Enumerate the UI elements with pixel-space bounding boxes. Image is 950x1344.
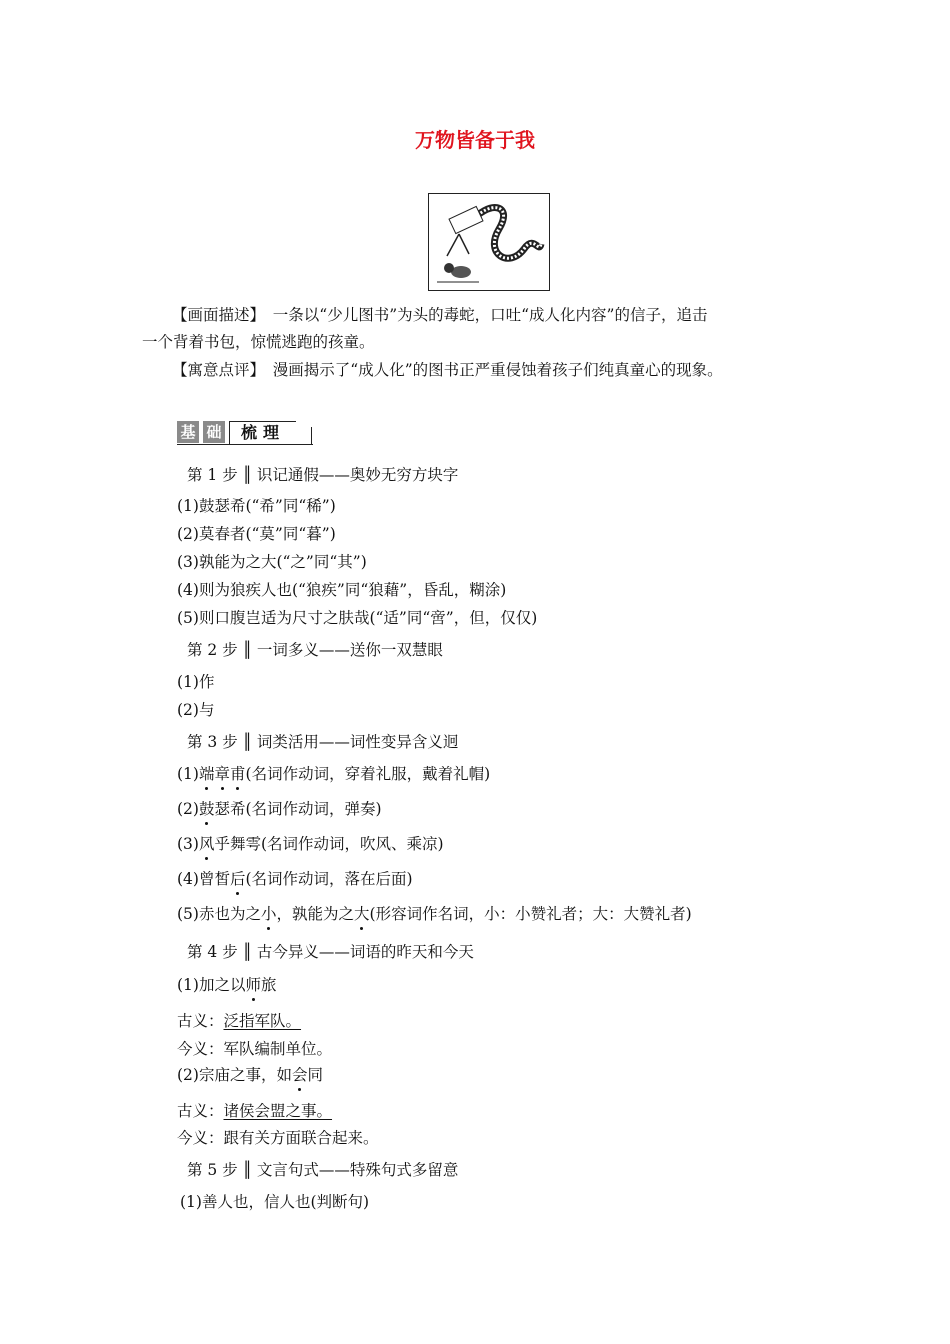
tongjia-item-3: (3)孰能为之大(“之”同“其”) — [177, 553, 367, 571]
gujin-item-1-ancient: 古义：泛指军队。 — [177, 1012, 302, 1030]
gujin-item-1: (1)加之以师旅 — [177, 976, 277, 994]
gujin-item-1-modern: 今义：军队编制单位。 — [177, 1040, 333, 1058]
jushi-item-1: (1)善人也，信人也(判断句) — [180, 1193, 370, 1211]
huoyong-item-1: (1)端章甫(名词作动词，穿着礼服，戴着礼帽) — [177, 765, 491, 783]
huoyong-item-4: (4)曾皙后(名词作动词，落在后面) — [177, 870, 413, 888]
step-5-heading: 第 5 步 ║ 文言句式——特殊句式多留意 — [187, 1161, 459, 1179]
section-char-2: 础 — [203, 421, 225, 443]
gujin-item-2-modern: 今义：跟有关方面联合起来。 — [177, 1129, 379, 1147]
description-label: 【画面描述】 — [172, 306, 258, 324]
huoyong-item-5: (5)赤也为之小，孰能为之大(形容词作名词，小：小赞礼者；大：大赞礼者) — [177, 905, 692, 923]
comment-paragraph — [142, 357, 810, 384]
step-1-heading: 第 1 步 ║ 识记通假——奥妙无穷方块字 — [187, 466, 459, 484]
section-title-box: 梳理 — [229, 421, 296, 445]
huoyong-item-2: (2)鼓瑟希(名词作动词，弹奏) — [177, 800, 382, 818]
comment-text: 漫画揭示了“成人化”的图书正严重侵蚀着孩子们纯真童心的现象。 — [272, 361, 723, 379]
duoyi-item-1: (1)作 — [177, 673, 215, 691]
huoyong-item-3: (3)风乎舞雩(名词作动词，吹风、乘凉) — [177, 835, 444, 853]
step-2-heading: 第 2 步 ║ 一词多义——送你一双慧眼 — [187, 641, 443, 659]
comment-label: 【寓意点评】 — [172, 361, 258, 379]
description-text-2: 一个背着书包，惊慌逃跑的孩童。 — [142, 333, 375, 351]
description-paragraph — [142, 302, 810, 356]
duoyi-item-2: (2)与 — [177, 701, 215, 719]
tongjia-item-5: (5)则口腹岂适为尺寸之肤哉(“适”同“啻”，但，仅仅) — [177, 609, 538, 627]
gujin-item-2-ancient: 古义：诸侯会盟之事。 — [177, 1102, 333, 1120]
page-title: 万物皆备于我 — [415, 128, 535, 152]
tongjia-item-2: (2)莫春者(“莫”同“暮”) — [177, 525, 336, 543]
step-3-heading: 第 3 步 ║ 词类活用——词性变异含义迥 — [187, 733, 459, 751]
tongjia-item-4: (4)则为狼疾人也(“狼疾”同“狼藉”，昏乱，糊涂) — [177, 581, 507, 599]
step-4-heading: 第 4 步 ║ 古今异义——词语的昨天和今天 — [187, 943, 474, 961]
section-char-1: 基 — [177, 421, 199, 443]
tongjia-item-1: (1)鼓瑟希(“希”同“稀”) — [177, 497, 336, 515]
section-header-basics — [177, 419, 312, 447]
gujin-item-2: (2)宗庙之事，如会同 — [177, 1066, 323, 1084]
snake-cartoon-drawing — [429, 194, 549, 290]
description-text-1: 一条以“少儿图书”为头的毒蛇，口吐“成人化内容”的信子，追击 — [272, 306, 708, 324]
cartoon-image — [428, 193, 550, 291]
